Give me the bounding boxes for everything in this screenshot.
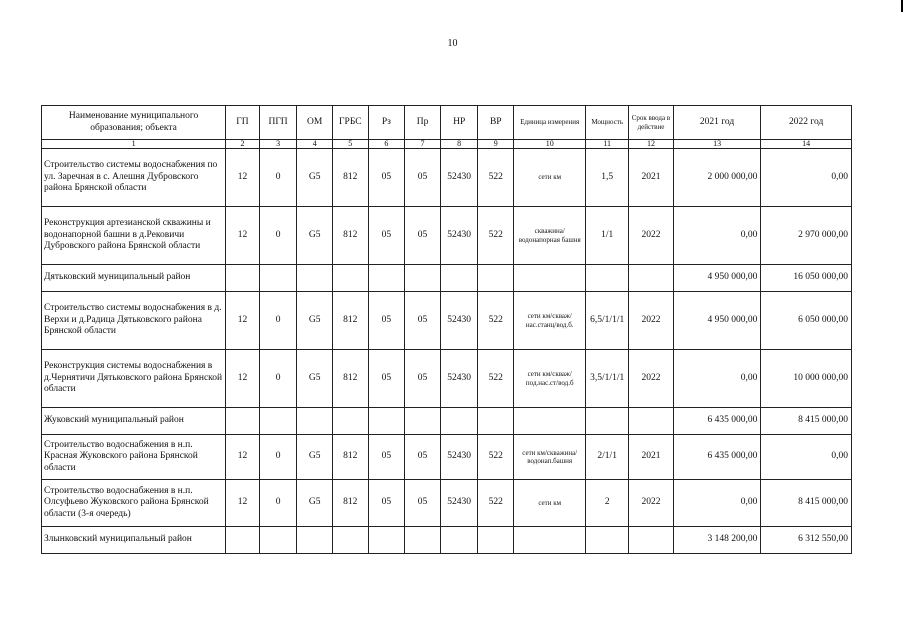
cell-rz: 05 bbox=[368, 350, 405, 408]
cell-om: G5 bbox=[297, 435, 333, 480]
column-number: 7 bbox=[405, 140, 441, 149]
header-unit: Единица измерения bbox=[514, 106, 586, 140]
column-number: 4 bbox=[297, 140, 333, 149]
cell-term: 2022 bbox=[629, 480, 674, 527]
cell-ppgp: 0 bbox=[259, 350, 297, 408]
cell-unit: сети км bbox=[514, 480, 586, 527]
cell-grbs: 812 bbox=[333, 350, 369, 408]
cell-vr bbox=[478, 408, 514, 435]
cell-rz: 05 bbox=[368, 149, 405, 207]
district-name: Дятьковский муниципальный район bbox=[42, 265, 226, 292]
cell-vr: 522 bbox=[478, 350, 514, 408]
amount-2021: 0,00 bbox=[673, 350, 761, 408]
header-gp: ГП bbox=[226, 106, 260, 140]
column-number: 13 bbox=[673, 140, 761, 149]
header-term: Срок ввода в действие bbox=[629, 106, 674, 140]
cell-np bbox=[440, 527, 478, 554]
cell-power: 2 bbox=[586, 480, 629, 527]
cell-term: 2021 bbox=[629, 149, 674, 207]
cell-rz: 05 bbox=[368, 292, 405, 350]
header-name: Наименование муниципального образования; объекта bbox=[42, 106, 226, 140]
cell-unit: сети км/скваж/под.нас.ст/вод.б bbox=[514, 350, 586, 408]
cell-gp: 12 bbox=[226, 480, 260, 527]
district-name: Жуковский муниципальный район bbox=[42, 408, 226, 435]
header-row bbox=[42, 106, 852, 140]
cell-grbs: 812 bbox=[333, 292, 369, 350]
cell-ppgp: 0 bbox=[259, 207, 297, 265]
amount-2022: 0,00 bbox=[761, 435, 852, 480]
cell-np: 52430 bbox=[440, 149, 478, 207]
amount-2022: 6 050 000,00 bbox=[761, 292, 852, 350]
amount-2022: 2 970 000,00 bbox=[761, 207, 852, 265]
header-rz: Рз bbox=[368, 106, 405, 140]
district-row bbox=[42, 408, 852, 435]
cell-vr: 522 bbox=[478, 480, 514, 527]
cell-power: 3,5/1/1/1 bbox=[586, 350, 629, 408]
cell-gp bbox=[226, 265, 260, 292]
district-name: Злынковский муниципальный район bbox=[42, 527, 226, 554]
cell-power bbox=[586, 408, 629, 435]
column-number: 11 bbox=[586, 140, 629, 149]
object-row bbox=[42, 350, 852, 408]
object-row bbox=[42, 149, 852, 207]
cell-gp bbox=[226, 527, 260, 554]
cell-unit bbox=[514, 527, 586, 554]
district-row bbox=[42, 265, 852, 292]
cell-power: 6,5/1/1/1 bbox=[586, 292, 629, 350]
cell-unit: сети км/скваж/нас.станц/вод.б. bbox=[514, 292, 586, 350]
cell-pr: 05 bbox=[405, 149, 441, 207]
header-2021: 2021 год bbox=[673, 106, 761, 140]
cell-vr bbox=[478, 527, 514, 554]
amount-2022: 8 415 000,00 bbox=[761, 480, 852, 527]
cell-power bbox=[586, 265, 629, 292]
cell-power: 2/1/1 bbox=[586, 435, 629, 480]
cell-grbs: 812 bbox=[333, 149, 369, 207]
cell-pr: 05 bbox=[405, 350, 441, 408]
column-number: 2 bbox=[226, 140, 260, 149]
cell-ppgp bbox=[259, 527, 297, 554]
cell-om: G5 bbox=[297, 350, 333, 408]
cell-vr: 522 bbox=[478, 292, 514, 350]
cell-term: 2022 bbox=[629, 292, 674, 350]
budget-table bbox=[41, 105, 852, 554]
object-name: Реконструкция артезианской скважины и водонапорной башни в д.Рековичи Дубровского района Брянской области bbox=[42, 207, 226, 265]
object-name: Строительство системы водоснабжения по ул. Заречная в с. Алешня Дубровского района Брянской области bbox=[42, 149, 226, 207]
cell-ppgp: 0 bbox=[259, 480, 297, 527]
amount-2021: 3 148 200,00 bbox=[673, 527, 761, 554]
cell-np: 52430 bbox=[440, 207, 478, 265]
amount-2021: 4 950 000,00 bbox=[673, 292, 761, 350]
cell-grbs: 812 bbox=[333, 435, 369, 480]
cell-rz bbox=[368, 527, 405, 554]
cell-pr bbox=[405, 408, 441, 435]
cell-np: 52430 bbox=[440, 350, 478, 408]
cell-term bbox=[629, 527, 674, 554]
amount-2021: 6 435 000,00 bbox=[673, 408, 761, 435]
cell-pr: 05 bbox=[405, 435, 441, 480]
object-row bbox=[42, 207, 852, 265]
header-np: НР bbox=[440, 106, 478, 140]
cell-rz bbox=[368, 408, 405, 435]
amount-2021: 0,00 bbox=[673, 207, 761, 265]
cell-om: G5 bbox=[297, 480, 333, 527]
column-number: 3 bbox=[259, 140, 297, 149]
cell-unit: сети км/скважина/водонап.башня bbox=[514, 435, 586, 480]
cell-ppgp: 0 bbox=[259, 292, 297, 350]
cell-om bbox=[297, 265, 333, 292]
object-name: Строительство водоснабжения в н.п. Олсуфьево Жуковского района Брянской области (3-я очередь) bbox=[42, 480, 226, 527]
amount-2022: 16 050 000,00 bbox=[761, 265, 852, 292]
cell-om: G5 bbox=[297, 207, 333, 265]
cell-unit: сети км bbox=[514, 149, 586, 207]
cell-gp: 12 bbox=[226, 435, 260, 480]
header-2022: 2022 год bbox=[761, 106, 852, 140]
cell-pr bbox=[405, 527, 441, 554]
cell-rz: 05 bbox=[368, 480, 405, 527]
object-name: Строительство системы водоснабжения в д. Верхи и д.Радица Дятьковского района Брянской области bbox=[42, 292, 226, 350]
cell-unit bbox=[514, 408, 586, 435]
cell-ppgp: 0 bbox=[259, 435, 297, 480]
cell-term: 2022 bbox=[629, 350, 674, 408]
cell-vr: 522 bbox=[478, 435, 514, 480]
header-power: Мощность bbox=[586, 106, 629, 140]
cell-pr: 05 bbox=[405, 207, 441, 265]
amount-2021: 0,00 bbox=[673, 480, 761, 527]
cell-np: 52430 bbox=[440, 480, 478, 527]
cell-power: 1/1 bbox=[586, 207, 629, 265]
header-ppgp: ПГП bbox=[259, 106, 297, 140]
column-number: 14 bbox=[761, 140, 852, 149]
cell-power bbox=[586, 527, 629, 554]
cell-pr bbox=[405, 265, 441, 292]
cell-om bbox=[297, 408, 333, 435]
cell-term bbox=[629, 408, 674, 435]
cell-unit bbox=[514, 265, 586, 292]
cell-rz bbox=[368, 265, 405, 292]
object-row bbox=[42, 292, 852, 350]
scan-edge-mark bbox=[901, 0, 903, 12]
object-name: Реконструкция системы водоснабжения в д.Чернятичи Дятьковского района Брянской области bbox=[42, 350, 226, 408]
cell-grbs: 812 bbox=[333, 207, 369, 265]
amount-2022: 8 415 000,00 bbox=[761, 408, 852, 435]
cell-om: G5 bbox=[297, 292, 333, 350]
cell-grbs bbox=[333, 527, 369, 554]
cell-term bbox=[629, 265, 674, 292]
cell-term: 2021 bbox=[629, 435, 674, 480]
column-number: 10 bbox=[514, 140, 586, 149]
page-number: 10 bbox=[447, 38, 458, 49]
header-vr: ВР bbox=[478, 106, 514, 140]
cell-om bbox=[297, 527, 333, 554]
header-grbs: ГРБС bbox=[333, 106, 369, 140]
amount-2021: 6 435 000,00 bbox=[673, 435, 761, 480]
cell-ppgp bbox=[259, 265, 297, 292]
district-row bbox=[42, 527, 852, 554]
cell-unit: скважина/водонапорная башня bbox=[514, 207, 586, 265]
header-om: ОМ bbox=[297, 106, 333, 140]
cell-vr: 522 bbox=[478, 207, 514, 265]
cell-gp: 12 bbox=[226, 350, 260, 408]
cell-ppgp: 0 bbox=[259, 149, 297, 207]
column-number: 9 bbox=[478, 140, 514, 149]
cell-term: 2022 bbox=[629, 207, 674, 265]
column-number: 5 bbox=[333, 140, 369, 149]
amount-2021: 2 000 000,00 bbox=[673, 149, 761, 207]
column-number: 12 bbox=[629, 140, 674, 149]
cell-pr: 05 bbox=[405, 292, 441, 350]
column-number: 1 bbox=[42, 140, 226, 149]
amount-2022: 6 312 550,00 bbox=[761, 527, 852, 554]
cell-np: 52430 bbox=[440, 435, 478, 480]
cell-gp: 12 bbox=[226, 149, 260, 207]
cell-gp bbox=[226, 408, 260, 435]
cell-grbs bbox=[333, 408, 369, 435]
cell-np bbox=[440, 408, 478, 435]
cell-power: 1,5 bbox=[586, 149, 629, 207]
cell-om: G5 bbox=[297, 149, 333, 207]
cell-ppgp bbox=[259, 408, 297, 435]
cell-pr: 05 bbox=[405, 480, 441, 527]
cell-vr bbox=[478, 265, 514, 292]
cell-np: 52430 bbox=[440, 292, 478, 350]
cell-grbs: 812 bbox=[333, 480, 369, 527]
cell-gp: 12 bbox=[226, 207, 260, 265]
column-number: 8 bbox=[440, 140, 478, 149]
amount-2021: 4 950 000,00 bbox=[673, 265, 761, 292]
object-row bbox=[42, 435, 852, 480]
amount-2022: 0,00 bbox=[761, 149, 852, 207]
column-number-row bbox=[42, 140, 852, 149]
amount-2022: 10 000 000,00 bbox=[761, 350, 852, 408]
cell-vr: 522 bbox=[478, 149, 514, 207]
object-name: Строительство водоснабжения в н.п. Красная Жуковского района Брянской области bbox=[42, 435, 226, 480]
header-pr: Пр bbox=[405, 106, 441, 140]
column-number: 6 bbox=[368, 140, 405, 149]
cell-rz: 05 bbox=[368, 207, 405, 265]
cell-grbs bbox=[333, 265, 369, 292]
cell-rz: 05 bbox=[368, 435, 405, 480]
cell-np bbox=[440, 265, 478, 292]
object-row bbox=[42, 480, 852, 527]
cell-gp: 12 bbox=[226, 292, 260, 350]
